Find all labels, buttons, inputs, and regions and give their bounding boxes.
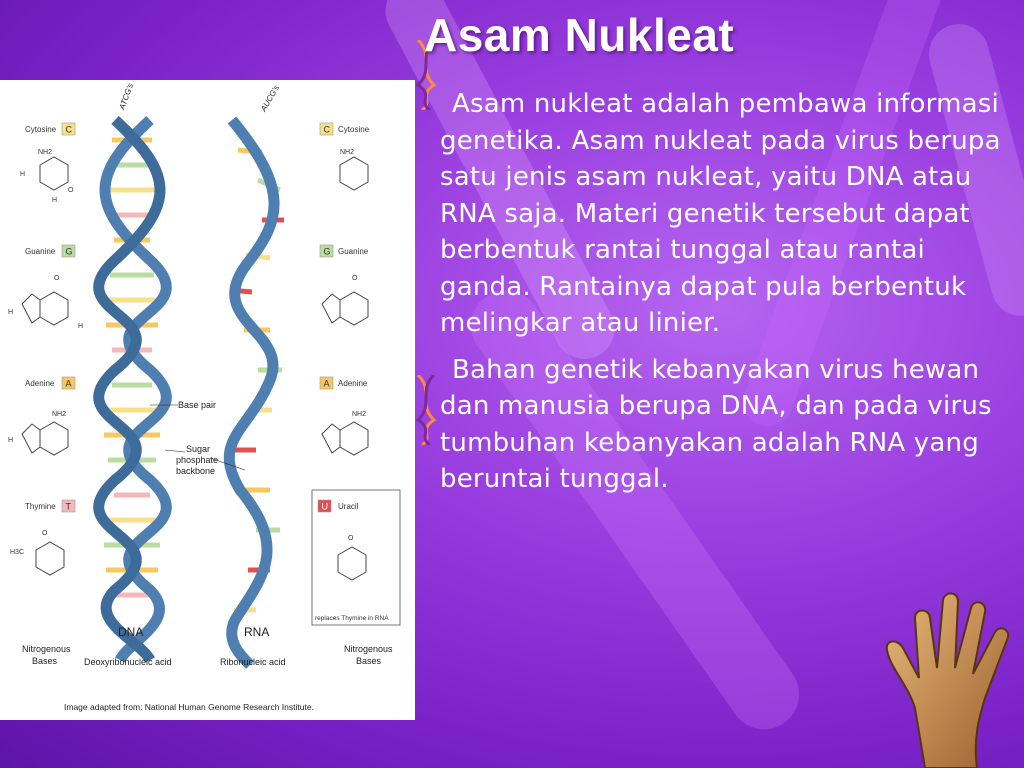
atom-label: H	[78, 323, 84, 330]
dna-full-name: Deoxyribonucleic acid	[84, 657, 172, 667]
dna-helix	[99, 120, 167, 660]
atom-label: NH2	[352, 411, 367, 418]
dna-strand-label: ATCG's	[117, 82, 136, 111]
dna-rna-diagram	[0, 80, 415, 720]
image-credit: Image adapted from: National Human Genome Research Institute.	[64, 702, 314, 712]
left-base-guanine	[25, 245, 75, 257]
atom-label: O	[348, 535, 354, 542]
base-letter: A	[65, 378, 72, 389]
left-caption: Bases	[32, 656, 58, 666]
right-base-adenine	[320, 377, 368, 389]
atom-label: O	[68, 187, 74, 194]
right-base-cytosine	[320, 123, 370, 135]
uracil-note: replaces Thymine in RNA	[315, 615, 389, 622]
slide-body	[440, 86, 1010, 508]
atom-label: H	[8, 309, 14, 316]
right-base-uracil	[312, 490, 400, 625]
base-name: Adenine	[338, 379, 368, 388]
atom-label: NH2	[38, 149, 53, 156]
base-letter: U	[321, 501, 328, 512]
left-base-adenine	[25, 377, 75, 389]
structure-sketches	[22, 157, 368, 580]
left-base-thymine	[25, 500, 75, 512]
atom-label: O	[54, 275, 60, 282]
atom-label: NH2	[340, 149, 355, 156]
atom-label: O	[352, 275, 358, 282]
atom-label: NH2	[52, 411, 67, 418]
base-letter: C	[65, 124, 72, 135]
nucleic-acid-figure	[0, 80, 415, 720]
base-name: Cytosine	[25, 125, 57, 134]
rna-strand-label: AUCG's	[258, 83, 282, 113]
base-letter: T	[65, 501, 71, 512]
base-letter: G	[323, 246, 331, 257]
rna-label: RNA	[244, 625, 270, 639]
dna-label: DNA	[118, 625, 144, 639]
rna-full-name: Ribonucleic acid	[220, 657, 286, 667]
base-name: Adenine	[25, 379, 55, 388]
dna-ornament-icon	[414, 375, 438, 445]
base-letter: G	[65, 246, 73, 257]
atom-label: H	[8, 437, 14, 444]
base-name: Thymine	[25, 502, 56, 511]
atom-label: H	[20, 171, 26, 178]
right-caption: Nitrogenous	[344, 644, 393, 654]
atom-label: H3C	[10, 549, 25, 556]
hand-icon	[885, 588, 1024, 768]
rna-strand	[229, 120, 284, 665]
left-caption: Nitrogenous	[22, 644, 71, 654]
backbone-label: phosphate	[176, 455, 219, 465]
slide-title: Asam Nukleat	[424, 9, 735, 61]
atom-label: O	[42, 530, 48, 537]
atom-label: H	[52, 197, 58, 204]
base-letter: A	[323, 378, 330, 389]
base-name: Uracil	[338, 502, 359, 511]
paragraph: Asam nukleat adalah pembawa informasi genetika. Asam nukleat pada virus berupa satu jenis asam nukleat, yaitu DNA atau RNA saja. Materi genetik tersebut dapat berbentuk rantai tunggal atau rantai ganda. Rantainya dapat pula berbentuk melingkar atau linier.	[440, 89, 1001, 338]
right-base-guanine	[320, 245, 369, 257]
right-caption: Bases	[356, 656, 382, 666]
backbone-label: backbone	[176, 466, 216, 476]
base-pair-label: Base pair	[178, 400, 217, 410]
base-letter: C	[323, 124, 330, 135]
paragraph: Bahan genetik kebanyakan virus hewan dan manusia berupa DNA, dan pada virus tumbuhan kebanyakan adalah RNA yang beruntai tunggal.	[440, 354, 992, 494]
base-name: Guanine	[25, 247, 56, 256]
left-base-cytosine	[25, 123, 75, 135]
backbone-label: Sugar	[186, 444, 211, 454]
base-name: Guanine	[338, 247, 369, 256]
base-name: Cytosine	[338, 125, 370, 134]
